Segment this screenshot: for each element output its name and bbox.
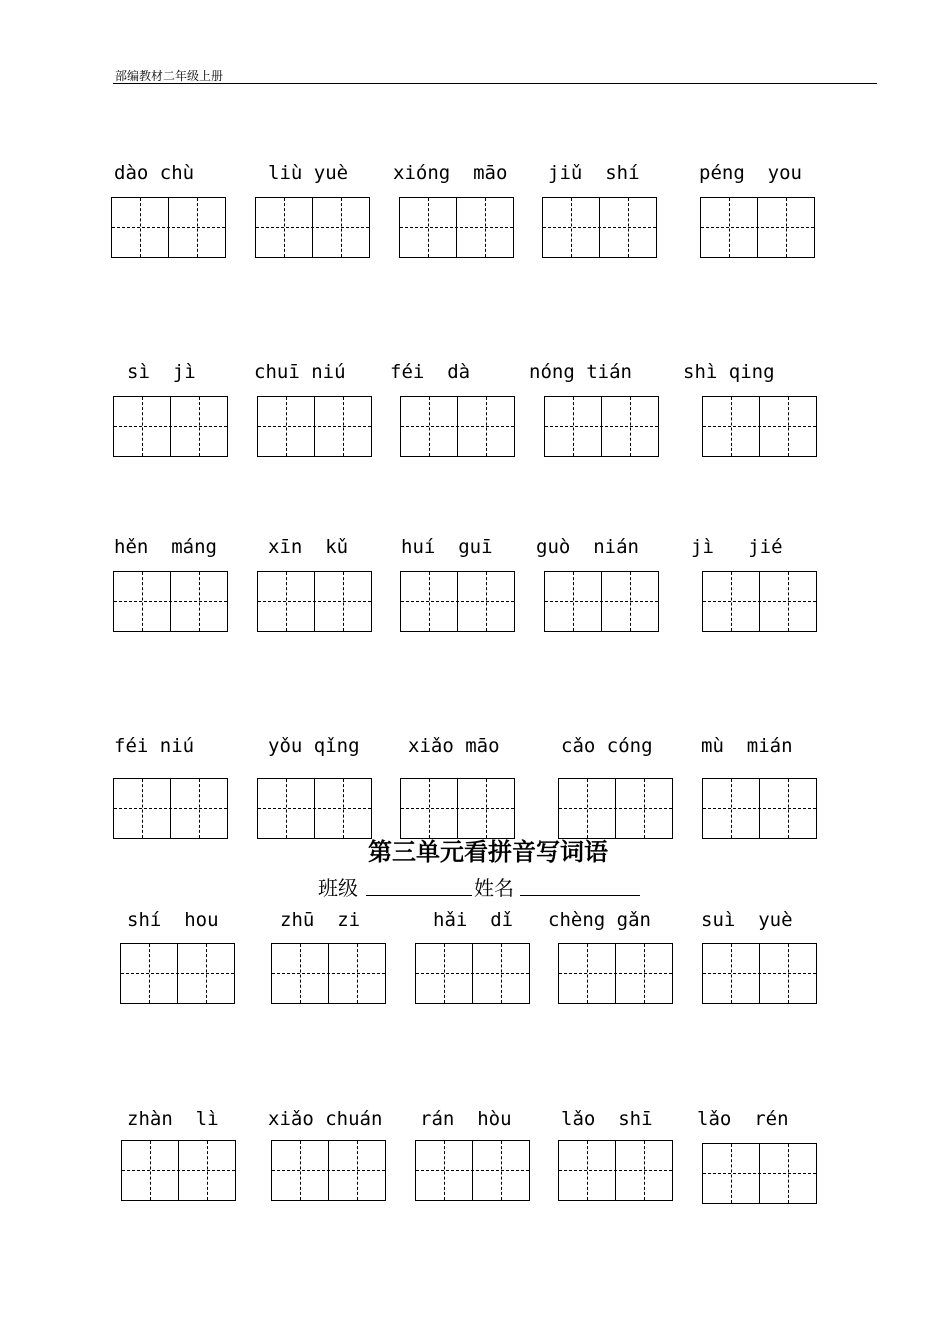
box-guide-line (701, 227, 814, 228)
character-writing-box[interactable] (113, 778, 228, 839)
pinyin-label: shì qing (683, 361, 775, 383)
character-writing-box[interactable] (113, 571, 228, 632)
worksheet-title: 第三单元看拼音写词语 (368, 838, 608, 866)
box-guide-line (114, 808, 227, 809)
box-guide-line (401, 808, 514, 809)
box-guide-line (258, 601, 371, 602)
pinyin-label: mù mián (701, 735, 793, 757)
pinyin-label: xiǎo chuán (268, 1108, 383, 1130)
character-writing-box[interactable] (271, 943, 386, 1004)
box-guide-line (122, 1170, 235, 1171)
pinyin-label: cǎo cóng (561, 735, 653, 757)
character-writing-box[interactable] (702, 943, 817, 1004)
box-guide-line (543, 227, 656, 228)
box-guide-line (559, 973, 672, 974)
pinyin-label: liù yuè (268, 162, 349, 184)
pinyin-label: nóng tián (529, 361, 632, 383)
pinyin-label: zhū zi (280, 909, 361, 931)
character-writing-box[interactable] (111, 197, 226, 258)
box-guide-line (416, 1170, 529, 1171)
box-guide-line (703, 973, 816, 974)
pinyin-label: shí hou (127, 909, 219, 931)
box-guide-line (545, 426, 658, 427)
character-writing-box[interactable] (271, 1140, 386, 1201)
box-guide-line (703, 426, 816, 427)
character-writing-box[interactable] (544, 571, 659, 632)
character-writing-box[interactable] (415, 943, 530, 1004)
pinyin-label: jì jié (691, 536, 783, 558)
header-divider (113, 83, 877, 84)
character-writing-box[interactable] (121, 1140, 236, 1201)
character-writing-box[interactable] (257, 571, 372, 632)
character-writing-box[interactable] (257, 778, 372, 839)
pinyin-label: péng you (699, 162, 802, 184)
box-guide-line (400, 227, 513, 228)
pinyin-label: xiǎo māo (408, 735, 500, 757)
box-guide-line (256, 227, 369, 228)
box-guide-line (401, 601, 514, 602)
pinyin-label: xióng māo (393, 162, 508, 184)
box-guide-line (112, 227, 225, 228)
character-writing-box[interactable] (542, 197, 657, 258)
box-guide-line (272, 1170, 385, 1171)
character-writing-box[interactable] (702, 1143, 817, 1204)
character-writing-box[interactable] (120, 943, 235, 1004)
character-writing-box[interactable] (702, 571, 817, 632)
character-writing-box[interactable] (544, 396, 659, 457)
pinyin-label: guò nián (536, 536, 639, 558)
character-writing-box[interactable] (558, 943, 673, 1004)
pinyin-label: xīn kǔ (268, 536, 349, 558)
pinyin-label: sì jì (127, 361, 196, 383)
header-title: 部编教材二年级上册 (115, 69, 224, 83)
pinyin-label: jiǔ shí (548, 162, 640, 184)
character-writing-box[interactable] (399, 197, 514, 258)
class-input-line[interactable] (366, 895, 472, 896)
character-writing-box[interactable] (255, 197, 370, 258)
box-guide-line (258, 808, 371, 809)
pinyin-label: zhàn lì (127, 1108, 219, 1130)
pinyin-label: féi niú (114, 735, 195, 757)
name-label: 姓名 (474, 876, 514, 900)
box-guide-line (114, 426, 227, 427)
box-guide-line (121, 973, 234, 974)
pinyin-label: huí guī (401, 536, 493, 558)
character-writing-box[interactable] (400, 778, 515, 839)
pinyin-label: hěn máng (114, 536, 217, 558)
pinyin-label: chuī niú (254, 361, 346, 383)
box-guide-line (114, 601, 227, 602)
box-guide-line (272, 973, 385, 974)
character-writing-box[interactable] (400, 396, 515, 457)
character-writing-box[interactable] (700, 197, 815, 258)
box-guide-line (559, 1170, 672, 1171)
pinyin-label: chèng gǎn (548, 909, 651, 931)
pinyin-label: lǎo rén (697, 1108, 789, 1130)
class-label: 班级 (318, 876, 358, 900)
pinyin-label: dào chù (114, 162, 195, 184)
character-writing-box[interactable] (702, 778, 817, 839)
pinyin-label: suì yuè (701, 909, 793, 931)
box-guide-line (559, 808, 672, 809)
character-writing-box[interactable] (400, 571, 515, 632)
box-guide-line (703, 1173, 816, 1174)
box-guide-line (416, 973, 529, 974)
character-writing-box[interactable] (702, 396, 817, 457)
pinyin-label: féi dà (390, 361, 471, 383)
character-writing-box[interactable] (558, 778, 673, 839)
box-guide-line (258, 426, 371, 427)
box-guide-line (545, 601, 658, 602)
pinyin-label: hǎi dǐ (433, 909, 514, 931)
name-input-line[interactable] (520, 895, 640, 896)
character-writing-box[interactable] (257, 396, 372, 457)
box-guide-line (703, 601, 816, 602)
character-writing-box[interactable] (415, 1140, 530, 1201)
pinyin-label: lǎo shī (561, 1108, 653, 1130)
character-writing-box[interactable] (113, 396, 228, 457)
character-writing-box[interactable] (558, 1140, 673, 1201)
pinyin-label: rán hòu (420, 1108, 512, 1130)
box-guide-line (401, 426, 514, 427)
box-guide-line (703, 808, 816, 809)
pinyin-label: yǒu qǐng (268, 735, 360, 757)
